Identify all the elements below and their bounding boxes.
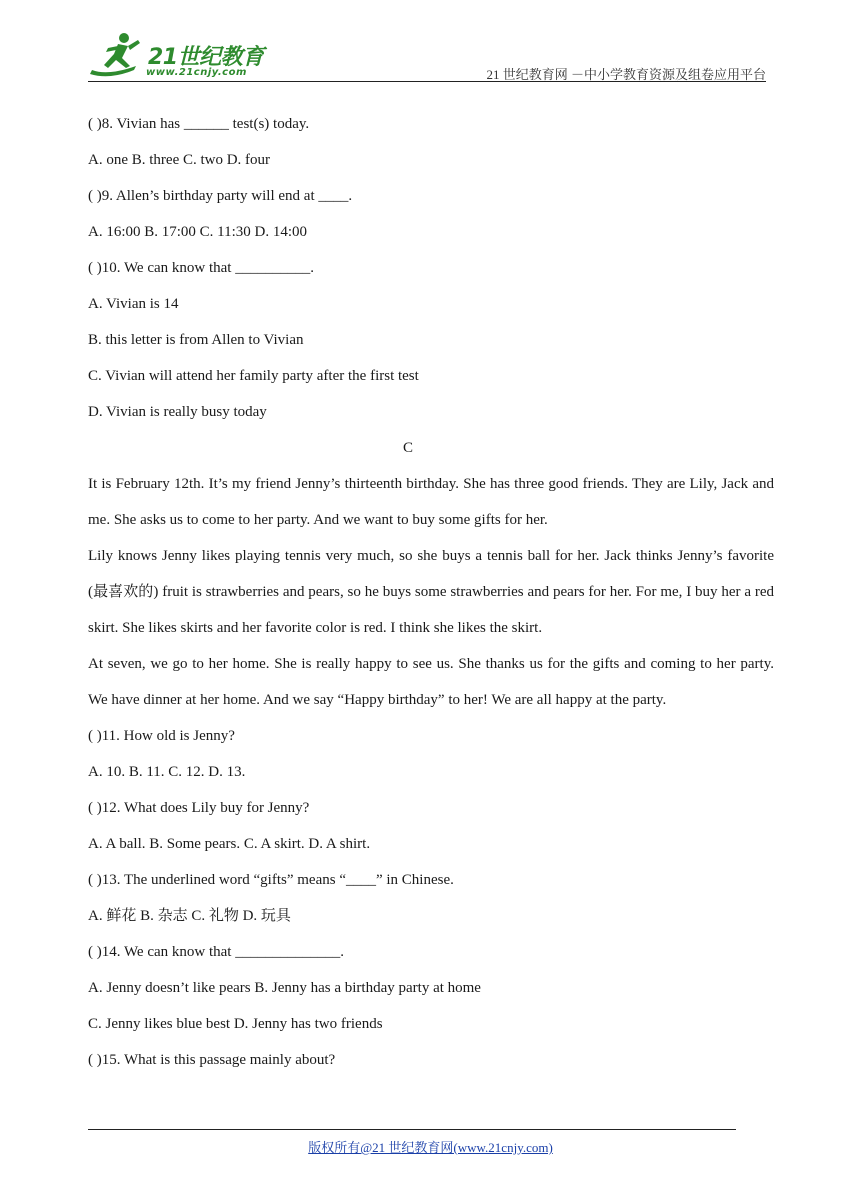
question-13-options: A. 鲜花 B. 杂志 C. 礼物 D. 玩具	[88, 908, 291, 924]
question-9-stem: ( )9. Allen’s birthday party will end at ____.	[88, 188, 353, 204]
section-label: C	[402, 440, 413, 456]
copyright-link[interactable]: 版权所有@21 世纪教育网(www.21cnjy.com)	[308, 1140, 553, 1155]
question-12-options: A. A ball. B. Some pears. C. A skirt. D. A shirt.	[88, 836, 371, 852]
logo-url: www.21cnjy.com	[146, 67, 247, 78]
question-14-options-cd: C. Jenny likes blue best D. Jenny has two friends	[88, 1016, 383, 1032]
question-14-stem: ( )14. We can know that ______________.	[88, 944, 344, 960]
question-13-stem: ( )13. The underlined word “gifts” means “____” in Chinese.	[88, 872, 454, 888]
passage-paragraph-2: Lily knows Jenny likes playing tennis very much, so she buys a tennis ball for her. Jack thinks Jenny’s favorite (最喜欢的) fruit is strawberries and pears, so he buys some strawberries and pears for her. For me, I buy her a red skirt. She likes skirts and her favorite color is red. I think she likes the skirt.	[88, 548, 774, 636]
runner-logo-icon	[88, 30, 148, 82]
page-header	[88, 30, 766, 82]
question-15-stem: ( )15. What is this passage mainly about?	[88, 1052, 336, 1068]
logo-title: 21世纪教育	[148, 45, 264, 70]
question-10-option-b: B. this letter is from Allen to Vivian	[88, 332, 304, 348]
question-10-stem: ( )10. We can know that __________.	[88, 260, 314, 276]
question-8-options: A. one B. three C. two D. four	[88, 152, 271, 168]
question-10-option-a: A. Vivian is 14	[88, 296, 179, 312]
question-10-option-d: D. Vivian is really busy today	[88, 404, 267, 420]
question-12-stem: ( )12. What does Lily buy for Jenny?	[88, 800, 310, 816]
question-14-options-ab: A. Jenny doesn’t like pears B. Jenny has a birthday party at home	[88, 980, 481, 996]
question-11-stem: ( )11. How old is Jenny?	[88, 728, 235, 744]
site-logo[interactable]	[88, 30, 268, 82]
question-9-options: A. 16:00 B. 17:00 C. 11:30 D. 14:00	[88, 224, 308, 240]
passage-paragraph-1: It is February 12th. It’s my friend Jenny’s thirteenth birthday. She has three good friends. They are Lily, Jack and me. She asks us to come to her party. And we want to buy some gifts for her.	[88, 476, 774, 528]
question-8-stem: ( )8. Vivian has ______ test(s) today.	[88, 116, 310, 132]
question-11-options: A. 10. B. 11. C. 12. D. 13.	[88, 764, 246, 780]
footer-divider	[88, 1129, 736, 1130]
header-divider	[88, 81, 766, 82]
passage-paragraph-3: At seven, we go to her home. She is really happy to see us. She thanks us for the gifts and coming to her party. We have dinner at her home. And we say “Happy birthday” to her! We are all happy at the party.	[88, 656, 774, 708]
site-tagline: 21 世纪教育网 －中小学教育资源及组卷应用平台	[486, 67, 766, 82]
question-10-option-c: C. Vivian will attend her family party after the first test	[88, 368, 419, 384]
